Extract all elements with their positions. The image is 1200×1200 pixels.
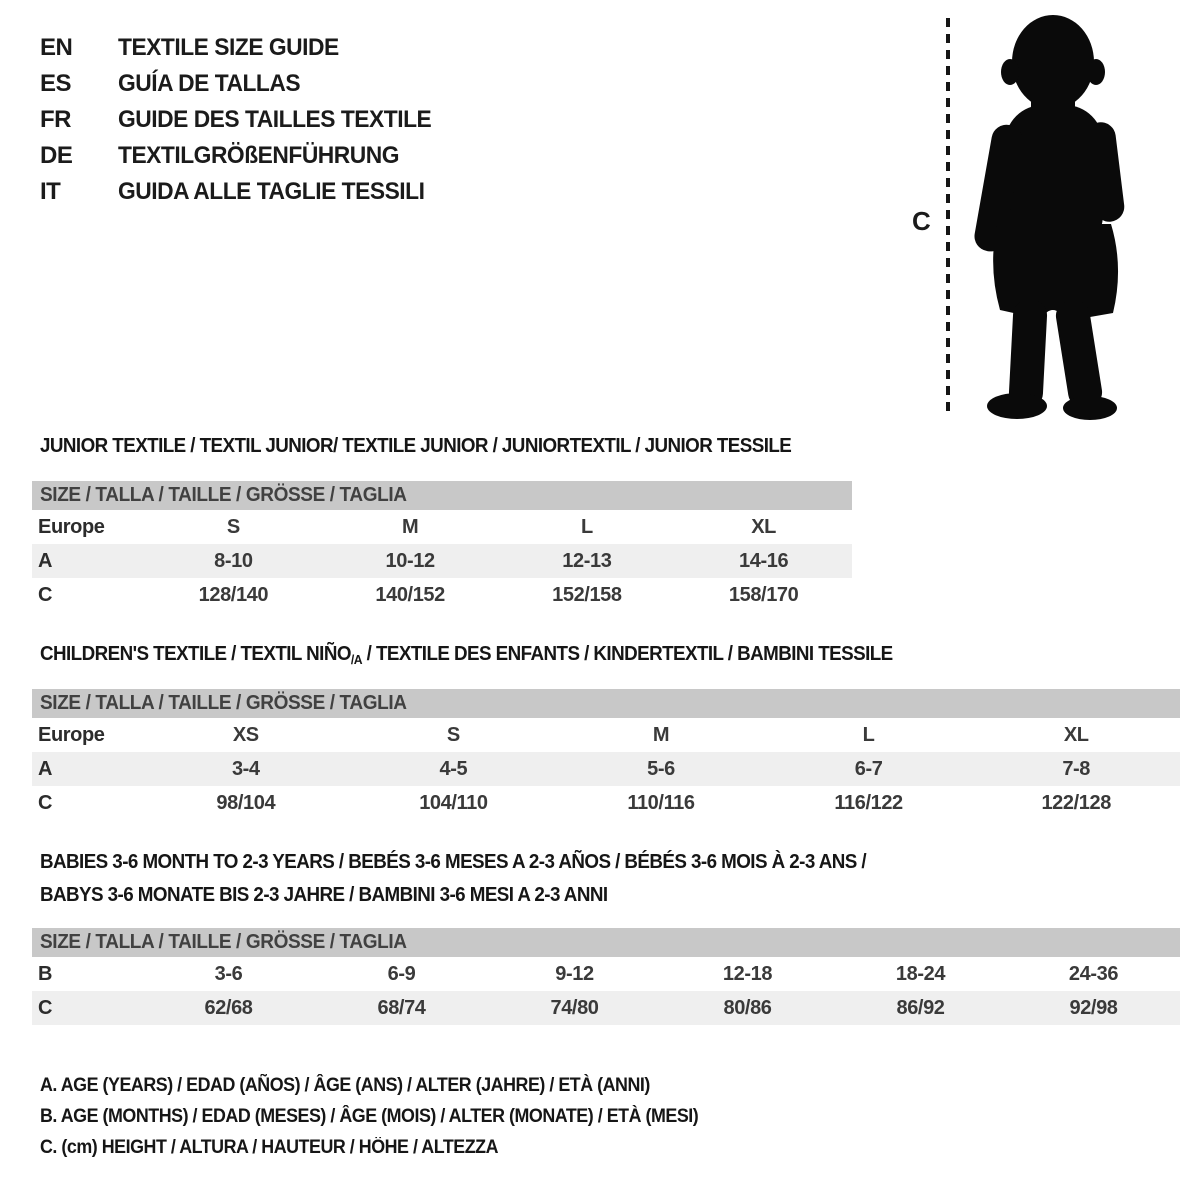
legend-line-b: B. AGE (MONTHS) / EDAD (MESES) / ÂGE (MOIS) / ALTER (MONATE) / ETÀ (MESI): [40, 1105, 699, 1127]
guide-title: TEXTILE SIZE GUIDE: [118, 34, 339, 61]
size-header: M: [401, 515, 419, 538]
value-cell: 7-8: [1062, 757, 1091, 780]
table-row-height: [32, 786, 1180, 820]
value-cell: 8-10: [214, 549, 253, 572]
region-label: Europe: [38, 515, 105, 538]
value-cell: 86/92: [896, 996, 945, 1019]
value-cell: 110/116: [627, 791, 695, 814]
region-label: Europe: [38, 723, 105, 746]
value-cell: 152/158: [552, 583, 622, 606]
language-code: IT: [40, 178, 61, 205]
size-header: S: [226, 515, 240, 538]
guide-title: GUIDE DES TAILLES TEXTILE: [118, 106, 432, 133]
table-row-height: [32, 578, 852, 612]
value-cell: 10-12: [385, 549, 435, 572]
size-bar: [32, 689, 1180, 718]
row-label: C: [38, 583, 53, 606]
babies-size-table: [32, 928, 1180, 1025]
value-cell: 5-6: [647, 757, 675, 780]
table-row-months: [32, 957, 1180, 991]
legend: [40, 1070, 740, 1163]
language-code: FR: [40, 106, 71, 133]
value-cell: 68/74: [377, 996, 426, 1019]
value-cell: 62/68: [204, 996, 253, 1019]
value-cell: 92/98: [1069, 996, 1118, 1019]
size-header: L: [862, 723, 875, 746]
value-cell: 3-6: [214, 962, 243, 985]
value-cell: 6-7: [854, 757, 883, 780]
size-header: XL: [1063, 723, 1089, 746]
children-size-table: [32, 689, 1180, 820]
size-header: L: [580, 515, 593, 538]
legend-line-a: A. AGE (YEARS) / EDAD (AÑOS) / ÂGE (ANS) / ALTER (JAHRE) / ETÀ (ANNI): [40, 1074, 650, 1096]
legend-line-c: C. (cm) HEIGHT / ALTURA / HAUTEUR / HÖHE / ALTEZZA: [40, 1136, 499, 1158]
heading-subscript: /A: [350, 652, 363, 667]
size-header: XL: [751, 515, 776, 538]
value-cell: 14-16: [739, 549, 789, 572]
guide-title: TEXTILGRÖßENFÜHRUNG: [118, 142, 400, 169]
value-cell: 128/140: [198, 583, 269, 606]
size-bar: [32, 481, 852, 510]
row-label: A: [38, 757, 53, 780]
language-row-it: [40, 174, 448, 210]
heading-text: / TEXTILE DES ENFANTS / KINDERTEXTIL / BAMBINI TESSILE: [362, 643, 893, 665]
babies-section-heading-line2: BABYS 3-6 MONATE BIS 2-3 JAHRE / BAMBINI 3-6 MESI A 2-3 ANNI: [40, 884, 608, 906]
value-cell: 24-36: [1068, 962, 1119, 985]
row-label: C: [38, 996, 53, 1019]
size-bar-label: SIZE / TALLA / TAILLE / GRÖSSE / TAGLIA: [40, 931, 407, 953]
value-cell: 98/104: [216, 791, 276, 814]
size-bar: [32, 928, 1180, 957]
toddler-silhouette-image: [958, 12, 1144, 422]
value-cell: 158/170: [728, 583, 799, 606]
value-cell: 104/110: [419, 791, 488, 814]
size-bar-label: SIZE / TALLA / TAILLE / GRÖSSE / TAGLIA: [40, 484, 407, 506]
size-header: S: [446, 723, 460, 746]
value-cell: 140/152: [375, 583, 445, 606]
table-header-row: [32, 510, 852, 544]
value-cell: 12-13: [562, 549, 612, 572]
language-code: EN: [40, 34, 73, 61]
row-label: B: [38, 962, 53, 985]
language-row-en: [40, 30, 448, 66]
table-header-row: [32, 718, 1180, 752]
babies-section-heading-line1: BABIES 3-6 MONTH TO 2-3 YEARS / BEBÉS 3-6 MESES A 2-3 AÑOS / BÉBÉS 3-6 MOIS À 2-3 ANS /: [40, 851, 867, 873]
table-row-age: [32, 544, 852, 578]
guide-title: GUIDA ALLE TAGLIE TESSILI: [118, 178, 425, 205]
value-cell: 6-9: [387, 962, 416, 985]
heading-text: CHILDREN'S TEXTILE / TEXTIL NIÑO: [40, 643, 351, 665]
size-header: XS: [232, 723, 259, 746]
value-cell: 3-4: [231, 757, 260, 780]
row-label: C: [38, 791, 53, 814]
guide-title: GUÍA DE TALLAS: [118, 70, 301, 97]
height-measure-dotted-line: [946, 18, 950, 415]
children-section-heading: [40, 643, 893, 666]
language-row-es: [40, 66, 448, 102]
table-row-height: [32, 991, 1180, 1025]
size-bar-label: SIZE / TALLA / TAILLE / GRÖSSE / TAGLIA: [40, 692, 407, 714]
value-cell: 9-12: [555, 962, 594, 985]
language-code: ES: [40, 70, 72, 97]
value-cell: 4-5: [439, 757, 468, 780]
junior-size-table: [32, 481, 852, 612]
value-cell: 12-18: [722, 962, 773, 985]
language-row-fr: [40, 102, 448, 138]
size-header: M: [652, 723, 670, 746]
value-cell: 74/80: [550, 996, 599, 1019]
language-title-list: [40, 30, 448, 210]
value-cell: 122/128: [1041, 791, 1111, 814]
value-cell: 80/86: [723, 996, 772, 1019]
value-cell: 116/122: [834, 791, 903, 814]
row-label: A: [38, 549, 53, 572]
value-cell: 18-24: [895, 962, 946, 985]
junior-section-heading: JUNIOR TEXTILE / TEXTIL JUNIOR/ TEXTILE JUNIOR / JUNIORTEXTIL / JUNIOR TESSILE: [40, 435, 792, 457]
language-code: DE: [40, 142, 73, 169]
height-measure-label: C: [912, 206, 931, 236]
language-row-de: [40, 138, 448, 174]
table-row-age: [32, 752, 1180, 786]
